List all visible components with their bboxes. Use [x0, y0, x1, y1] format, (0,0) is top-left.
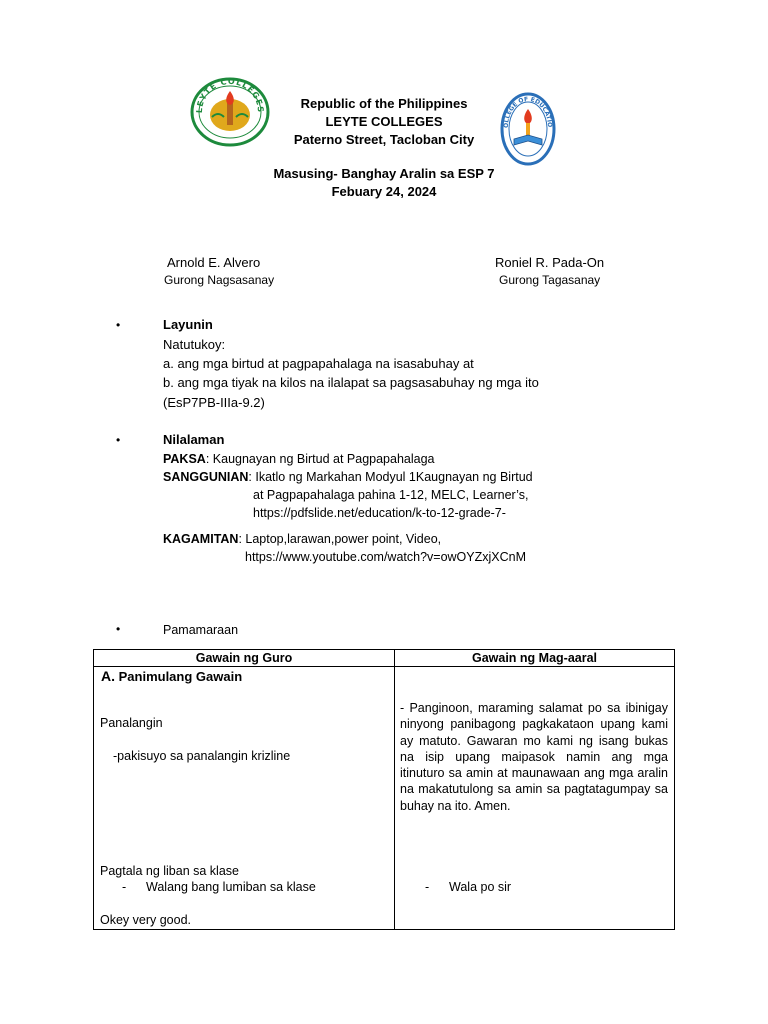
sanggunian-label: SANGGUNIAN [163, 470, 249, 484]
guro-dash: - [122, 880, 127, 894]
mag-aaral-panalangin: - Panginoon, maraming salamat po sa ibinigay ninyong panibagong pagkakataon upang kami ay matuto. Gawaran mo kami ng isang bukas na isip upang maipasok namin ang mga itinuturo sa amin at maunawaan ang mga aralin na makatutulong sa amin sa pagtatagumpay sa buhay na ito. Amen. [400, 701, 668, 813]
sanggunian-line [163, 468, 533, 486]
bullet-layunin: • [116, 318, 121, 332]
table-row [94, 667, 675, 930]
section-title-nilalaman: Nilalaman [163, 432, 225, 447]
sanggunian-value-2: at Pagpapahalaga pahina 1-12, MELC, Learner’s, [253, 488, 529, 502]
signatory-right-role: Gurong Tagasanay [499, 273, 601, 287]
kagamitan-value-1: : Laptop,larawan,power point, Video, [238, 532, 442, 546]
edu-logo-top-text: OLLEGE OF EDUCATIO [502, 95, 554, 129]
document-date: Febuary 24, 2024 [331, 184, 437, 199]
column-header-mag-aaral: Gawain ng Mag-aaral [395, 650, 675, 667]
guro-okey: Okey very good. [100, 913, 192, 927]
paksa-label: PAKSA [163, 452, 206, 466]
section-heading-panimulang-gawain [101, 668, 242, 684]
document-title: Masusing- Banghay Aralin sa ESP 7 [273, 166, 495, 181]
mag-aaral-dash: - [425, 880, 430, 894]
cell-gawain-ng-mag-aaral [395, 667, 675, 930]
guro-pagtala: Pagtala ng liban sa klase [100, 864, 239, 878]
layunin-item-a: a. ang mga birtud at pagpapahalaga na isasabuhay at [163, 356, 474, 371]
section-letter: A. [101, 668, 115, 684]
section-title-layunin: Layunin [163, 317, 213, 332]
sanggunian-value-3: https://pdfslide.net/education/k-to-12-grade-7- [253, 506, 506, 520]
layunin-item-b: b. ang mga tiyak na kilos na ilalapat sa pagsasabuhay ng mga ito [163, 375, 539, 390]
paksa-value: : Kaugnayan ng Birtud at Pagpapahalaga [205, 452, 435, 466]
mag-aaral-wala: Wala po sir [449, 880, 512, 894]
header-school-name: LEYTE COLLEGES [325, 114, 443, 129]
seal-top-text: LEYTE COLLEGES [194, 77, 266, 114]
section-heading-text: Panimulang Gawain [115, 669, 243, 684]
bullet-pamamaraan: • [116, 622, 121, 636]
cell-gawain-ng-guro [94, 667, 395, 930]
header-address: Paterno Street, Tacloban City [293, 132, 475, 147]
guro-pakisuyo: -pakisuyo sa panalangin krizline [113, 749, 291, 763]
table-header-row [94, 650, 675, 667]
paksa-line [163, 450, 435, 468]
signatory-right-name: Roniel R. Pada-On [495, 255, 605, 270]
layunin-intro: Natutukoy: [163, 337, 226, 352]
section-title-pamamaraan: Pamamaraan [163, 623, 239, 637]
kagamitan-value-2: https://www.youtube.com/watch?v=owOYZxjXCnM [245, 550, 527, 564]
kagamitan-line [163, 530, 441, 548]
guro-walang-lumiban: Walang bang lumiban sa klase [146, 880, 316, 894]
sanggunian-value-1: : Ikatlo ng Markahan Modyul 1Kaugnayan ng Birtud [248, 470, 533, 484]
signatory-left-role: Gurong Nagsasanay [164, 273, 275, 287]
header-republic: Republic of the Philippines [300, 96, 468, 111]
lesson-plan-table [93, 649, 675, 930]
column-header-guro: Gawain ng Guro [94, 650, 395, 667]
guro-panalangin: Panalangin [100, 716, 163, 730]
signatory-left-name: Arnold E. Alvero [167, 255, 261, 270]
bullet-nilalaman: • [116, 433, 121, 447]
layunin-code: (EsP7PB-IIIa-9.2) [163, 395, 265, 410]
kagamitan-label: KAGAMITAN [163, 532, 239, 546]
